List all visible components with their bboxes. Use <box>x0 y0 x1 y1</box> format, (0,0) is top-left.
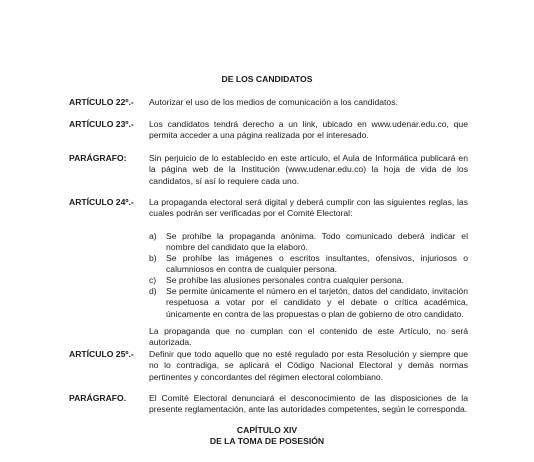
article-23-label: ARTÍCULO 23º.- <box>69 119 134 129</box>
article-22-label: ARTÍCULO 22º.- <box>69 97 134 107</box>
list-item: Se prohíbe la propaganda anónima. Todo comunicado deberá indicar el nombre del candidato que la elaboró. <box>166 231 468 253</box>
list-item: Se permite únicamente el número en el tarjetón, datos del candidato, invitación respetuosa a votar por el candidato y el debate o crítica académica, únicamente en contra de las propuestas o plan de gobierno de otro candidato. <box>166 286 468 319</box>
chapter-title: DE LA TOMA DE POSESIÓN <box>209 436 325 446</box>
article-24-closing: La propaganda que no cumplan con el contenido de este Artículo, no será autorizada. <box>149 326 468 348</box>
paragraph-2-text: El Comité Electoral denunciará el desconocimiento de las disposiciones de la presente reglamentación, ante las autoridades competentes, según le corresponda. <box>149 393 468 415</box>
paragraph-1-text: Sin perjuicio de lo establecido en este artículo, el Aula de Informática publicará en la página web de la Institución (www.udenar.edu.co) la hoja de vida de los candidatos, sí así lo requiere cada uno. <box>149 153 468 186</box>
list-item: Se prohíbe las alusiones personales contra cualquier persona. <box>166 275 404 285</box>
list-item-letter: d) <box>149 286 157 296</box>
paragraph-1-label: PARÁGRAFO: <box>69 153 127 163</box>
article-24-label: ARTÍCULO 24º.- <box>69 197 134 207</box>
section-title: DE LOS CANDIDATOS <box>221 74 313 84</box>
list-item: Se prohíbe las imágenes o escritos insultantes, ofensivos, injuriosos o calumniosos en contra de cualquier persona. <box>166 253 468 275</box>
chapter-number: CAPÍTULO XIV <box>236 425 298 435</box>
article-24-text: La propaganda electoral será digital y deberá cumplir con las siguientes reglas, las cuales podrán ser verificadas por el Comité Electoral: <box>149 197 468 219</box>
paragraph-2-label: PARÁGRAFO. <box>69 393 127 403</box>
list-item-letter: b) <box>149 253 157 263</box>
article-25-text: Definir que todo aquello que no esté regulado por esta Resolución y siempre que no lo contradiga, se aplicará el Código Nacional Electoral y demás normas pertinentes y concordantes del régimen electoral colombiano. <box>149 349 468 382</box>
article-22-text: Autorizar el uso de los medios de comunicación a los candidatos. <box>149 97 398 107</box>
article-23-text: Los candidatos tendrá derecho a un link, ubicado en www.udenar.edu.co, que permita acceder a una página realizada por el interesado. <box>149 119 468 141</box>
list-item-letter: c) <box>149 275 157 285</box>
article-25-label: ARTÍCULO 25º.- <box>69 349 134 359</box>
list-item-letter: a) <box>149 231 157 241</box>
